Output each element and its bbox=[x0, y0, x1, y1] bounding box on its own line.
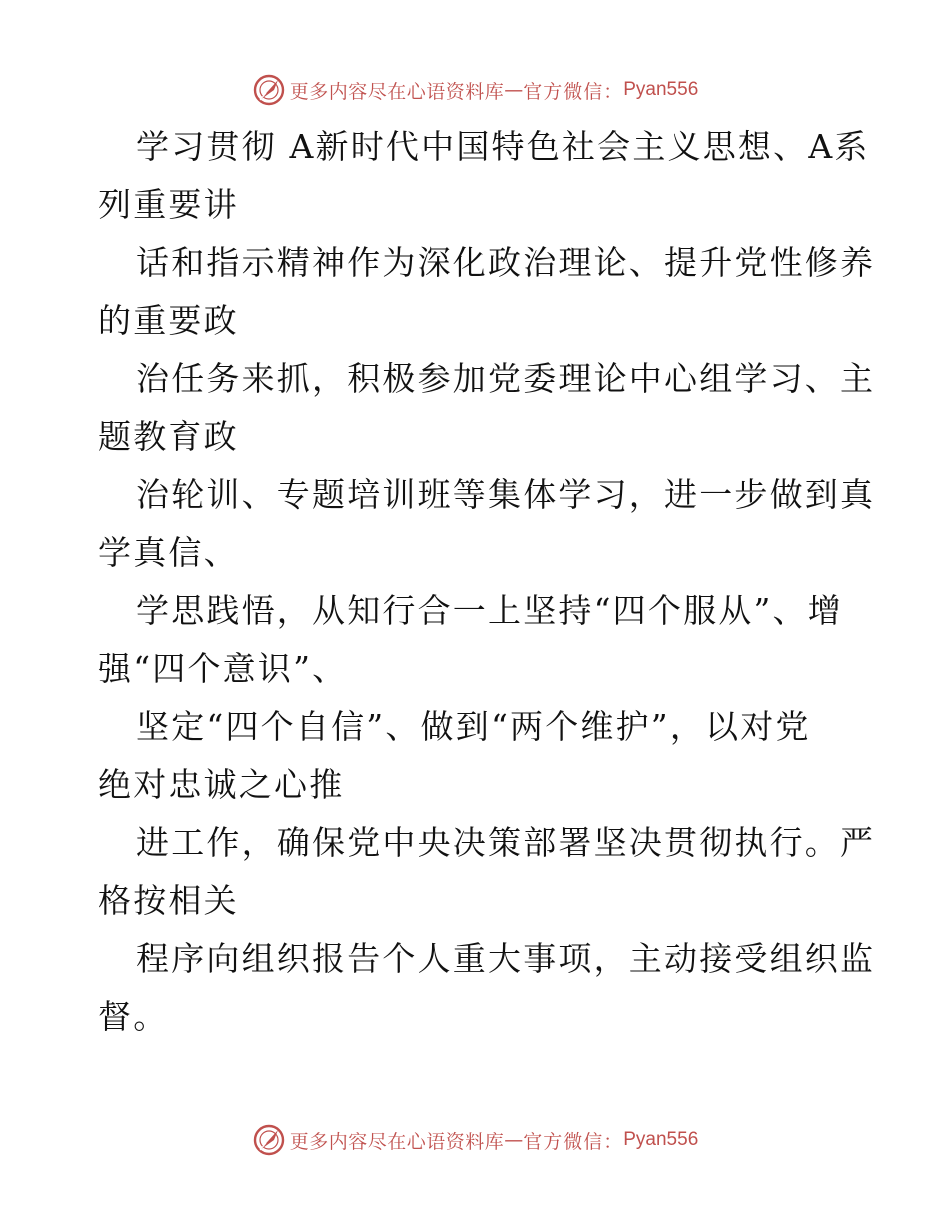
header-brand: 更多内容尽在心语资料库 bbox=[289, 80, 505, 103]
paragraph-7 bbox=[98, 814, 876, 930]
header-wechat-label: 官方微信： bbox=[523, 80, 624, 103]
paragraph-7-line-2: 格按相关 bbox=[98, 881, 239, 920]
paragraph-3-line-1: 治任务来抓，积极参加党委理论中心组学习、主 bbox=[136, 359, 876, 398]
paragraph-8-line-1: 程序向组织报告个人重大事项，主动接受组织监 bbox=[136, 939, 876, 978]
paragraph-6-line-1: 坚定“四个自信”、做到“两个维护”，以对党 bbox=[136, 707, 811, 746]
paragraph-4-line-1: 治轮训、专题培训班等集体学习，进一步做到真 bbox=[136, 475, 876, 514]
header-banner bbox=[0, 70, 950, 110]
paragraph-2-line-2: 的重要政 bbox=[98, 301, 239, 340]
paragraph-5-line-1: 学思践悟，从知行合一上坚持“四个服从”、增 bbox=[136, 591, 843, 630]
quill-logo-icon bbox=[252, 73, 286, 107]
footer-wechat-label: 官方微信： bbox=[523, 1130, 624, 1153]
quill-logo-icon bbox=[252, 1123, 286, 1157]
paragraph-7-line-1: 进工作，确保党中央决策部署坚决贯彻执行。严 bbox=[136, 823, 876, 862]
footer-banner bbox=[0, 1120, 950, 1160]
paragraph-1-line-1: 学习贯彻 A新时代中国特色社会主义思想、A系 bbox=[136, 127, 870, 166]
header-wechat-id: Pyan556 bbox=[623, 79, 699, 100]
paragraph-1 bbox=[98, 118, 870, 234]
footer-separator: — bbox=[504, 1129, 524, 1151]
paragraph-2 bbox=[98, 234, 876, 350]
paragraph-6 bbox=[98, 698, 858, 814]
footer-wechat-id: Pyan556 bbox=[623, 1129, 699, 1150]
paragraph-4 bbox=[98, 466, 876, 582]
paragraph-8 bbox=[98, 930, 876, 1046]
header-separator: — bbox=[504, 79, 524, 101]
paragraph-4-line-2: 学真信、 bbox=[98, 533, 239, 572]
footer-brand: 更多内容尽在心语资料库 bbox=[289, 1130, 505, 1153]
paragraph-1-line-2: 列重要讲 bbox=[98, 185, 239, 224]
paragraph-5-line-2: 强“四个意识”、 bbox=[98, 649, 348, 688]
paragraph-3-line-2: 题教育政 bbox=[98, 417, 239, 456]
paragraph-3 bbox=[98, 350, 876, 466]
paragraph-8-line-2: 督。 bbox=[98, 997, 169, 1036]
paragraph-2-line-1: 话和指示精神作为深化政治理论、提升党性修养 bbox=[136, 243, 876, 282]
paragraph-6-line-2: 绝对忠诚之心推 bbox=[98, 765, 345, 804]
document-body bbox=[98, 118, 876, 1046]
paragraph-5 bbox=[98, 582, 858, 698]
